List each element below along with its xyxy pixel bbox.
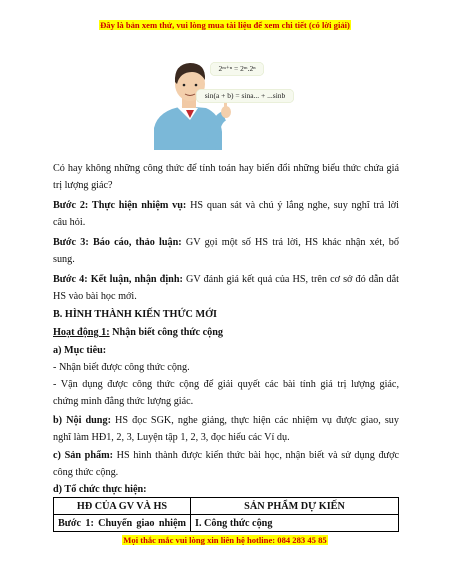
content-line1	[53, 412, 399, 429]
step3-line2: sung.	[53, 254, 75, 265]
table-row	[54, 515, 399, 532]
step2-line1	[53, 197, 399, 214]
table-header-right: SẢN PHẨM DỰ KIẾN	[191, 498, 399, 515]
product-line1	[53, 447, 399, 464]
preview-notice: Đây là bản xem thử, vui lòng mua tài liệu để xem chi tiết (có lời giải)	[100, 20, 350, 30]
hotline-notice: Mọi thắc mắc vui lòng xin liên hệ hotline: 084 283 45 85	[123, 535, 327, 545]
section-b-heading: B. HÌNH THÀNH KIẾN THỨC MỚI	[53, 309, 217, 320]
teacher-illustration	[150, 50, 300, 150]
product-label: c) Sản phẩm:	[53, 450, 113, 461]
step4-line2: HS vào bài học mới.	[53, 291, 137, 302]
goal-item2-line1: - Vận dụng được công thức cộng để giải quyết các bài tính giá trị lượng giác,	[53, 379, 399, 390]
formula-exponent: 2ᵐ⁺ⁿ = 2ᵐ.2ⁿ	[210, 62, 264, 76]
product-text: HS hình thành được kiến thức bài học, nhận biết và sử dụng được	[113, 450, 399, 461]
formula-sine-sum: sin(a + b) = sina... + ...sinb	[196, 89, 294, 103]
table-cell-left: Bước 1: Chuyển giao nhiệm	[54, 515, 191, 532]
step4-line1	[53, 271, 399, 288]
organize-heading: d) Tổ chức thực hiện:	[53, 484, 147, 495]
goal-heading: a) Mục tiêu:	[53, 345, 107, 356]
activity-heading	[53, 324, 399, 341]
table-cell-right: I. Công thức cộng	[191, 515, 399, 532]
step3-label: Bước 3: Báo cáo, thảo luận:	[53, 237, 182, 248]
step2-text: HS quan sát và chú ý lắng nghe, suy nghĩ trả lời	[186, 200, 399, 211]
step4-label: Bước 4: Kết luận, nhận định:	[53, 274, 183, 285]
step2-line2: câu hỏi.	[53, 217, 86, 228]
intro-question-line2: trị lượng giác?	[53, 180, 113, 191]
step3-text: GV gọi một số HS trả lời, HS khác nhận xét, bổ	[181, 237, 399, 248]
activity-table	[53, 497, 399, 532]
content-line2: nghĩ làm HĐ1, 2, 3, Luyện tập 1, 2, 3, đọc hiểu các Ví dụ.	[53, 432, 290, 443]
step3-line1	[53, 234, 399, 251]
activity-label: Hoạt động 1:	[53, 327, 110, 338]
goal-item1: - Nhận biết được công thức cộng.	[53, 362, 190, 373]
table-header-row	[54, 498, 399, 515]
step4-text: GV đánh giá kết quả của HS, trên cơ sở đó dẫn dắt	[182, 274, 399, 285]
content-label: b) Nội dung:	[53, 415, 111, 426]
step2-label: Bước 2: Thực hiện nhiệm vụ:	[53, 200, 187, 211]
product-line2: công thức cộng.	[53, 467, 119, 478]
activity-title: Nhận biết công thức cộng	[109, 327, 223, 338]
goal-item2-line2: chứng minh đẳng thức lượng giác.	[53, 396, 194, 407]
table-header-left: HĐ CỦA GV VÀ HS	[54, 498, 191, 515]
intro-question-line1: Có hay không những công thức để tính toán hay biến đổi những biểu thức chứa giá	[53, 163, 399, 174]
content-text: HS đọc SGK, nghe giảng, thực hiện các nhiệm vụ được giao, suy	[110, 415, 399, 426]
